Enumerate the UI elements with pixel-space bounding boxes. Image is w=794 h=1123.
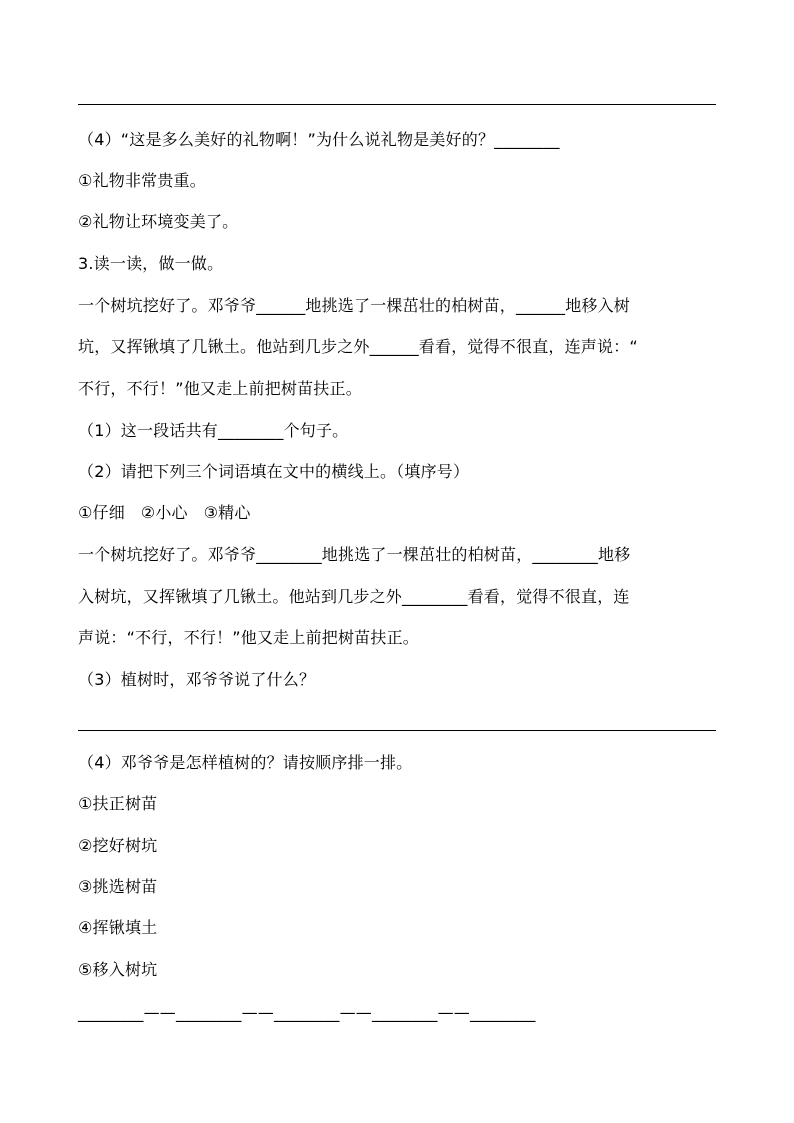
question-4-order: （4）邓爷爷是怎样植树的？请按顺序排一排。 <box>78 753 413 772</box>
question-3-said: （3）植树时，邓爷爷说了什么？ <box>78 670 316 689</box>
step-4: ④挥锹填土 <box>78 918 158 937</box>
option-1-gift: ①礼物非常贵重。 <box>78 171 206 190</box>
passage-line-1: 一个树坑挖好了。邓爷爷______地挑选了一棵茁壮的柏树苗，______地移入树 <box>78 296 631 315</box>
section-3-title: 3.读一读，做一做。 <box>78 254 224 273</box>
question-1-sentences: （1）这一段话共有________个句子。 <box>78 421 349 440</box>
step-3: ③挑选树苗 <box>78 877 158 896</box>
step-5: ⑤移入树坑 <box>78 960 158 979</box>
passage-line-2: 坑，又挥锹填了几锹土。他站到几步之外______看看，觉得不很直，连声说：“ <box>78 337 638 356</box>
passage2-line-2: 入树坑，又挥锹填了几锹土。他站到几步之外________看看，觉得不很直，连 <box>78 587 630 606</box>
step-2: ②挖好树坑 <box>78 836 158 855</box>
passage-line-3: 不行，不行！”他又走上前把树苗扶正。 <box>78 379 362 398</box>
option-2-gift: ②礼物让环境变美了。 <box>78 212 239 231</box>
step-1: ①扶正树苗 <box>78 794 158 813</box>
question-2-fill: （2）请把下列三个词语填在文中的横线上。（填序号） <box>78 462 470 481</box>
word-options: ①仔细 ②小心 ③精心 <box>78 503 251 522</box>
passage2-line-1: 一个树坑挖好了。邓爷爷________地挑选了一棵茁壮的柏树苗，________地移 <box>78 545 631 564</box>
passage2-line-3: 声说：“不行，不行！”他又走上前把树苗扶正。 <box>78 628 419 647</box>
order-answer-blanks: ________——________——________——________——________ <box>78 1003 536 1022</box>
answer-line-top <box>78 104 716 105</box>
answer-line-q3 <box>78 730 716 731</box>
question-4-gift: （4）“这是多么美好的礼物啊！”为什么说礼物是美好的？________ <box>78 130 560 149</box>
